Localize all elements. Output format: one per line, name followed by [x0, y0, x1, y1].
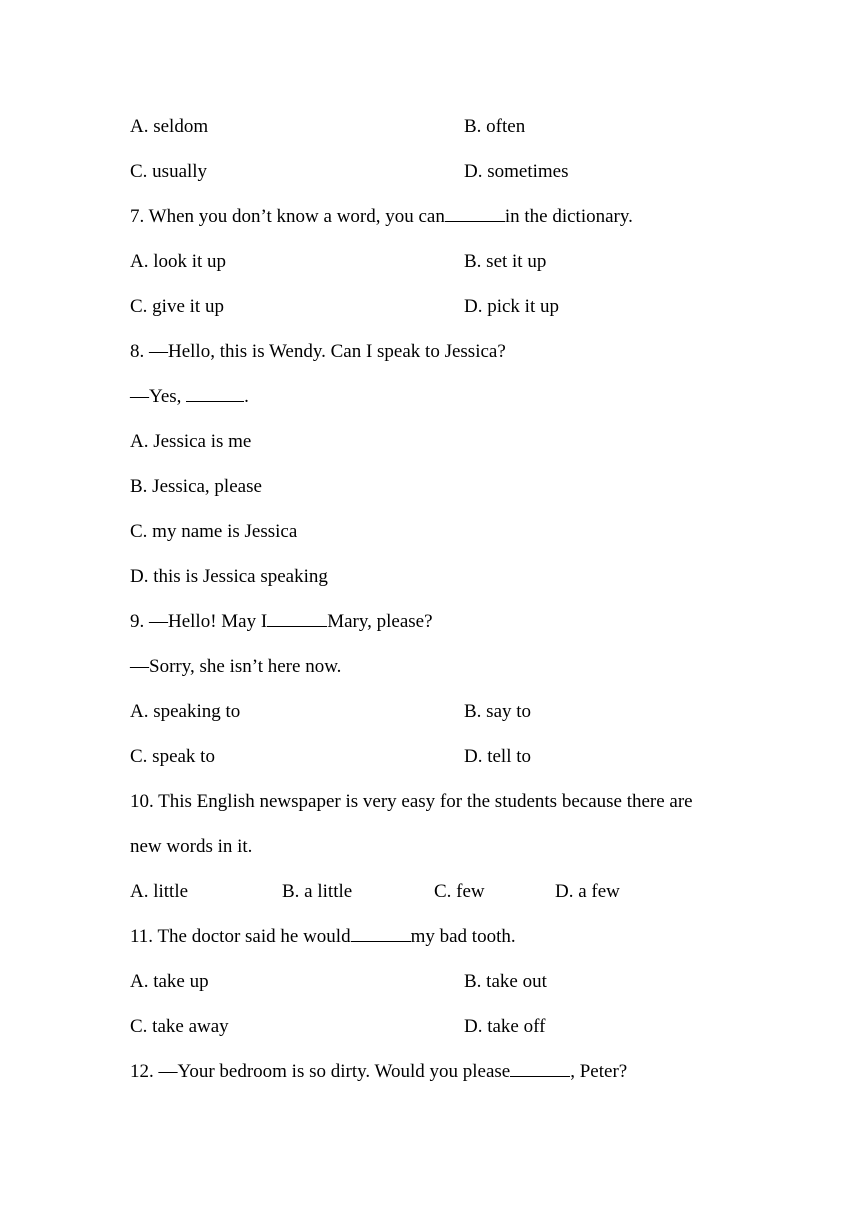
q10-stem-line1: 10. This English newspaper is very easy for the students because there are [130, 791, 693, 812]
q10-option-b: B. a little [282, 881, 353, 902]
q9-stem [130, 610, 433, 634]
q11-options-row2 [130, 1015, 546, 1039]
q7-stem [130, 205, 633, 229]
q7-stem-text-end: in the dictionary. [504, 206, 633, 227]
q7-stem-text-start: 7. When you don’t know a word, you can [130, 206, 445, 227]
q7-option-a: A. look it up [130, 251, 227, 272]
q9-reply: —Sorry, she isn’t here now. [130, 656, 342, 677]
q11-option-a: A. take up [130, 971, 209, 992]
q12-answer-blank [510, 1060, 570, 1077]
q7-option-b: B. set it up [464, 251, 547, 272]
q11-options-row1 [130, 970, 547, 994]
q10-stem-line2: new words in it. [130, 836, 253, 857]
q9-options-row2 [130, 745, 532, 769]
q9-option-b: B. say to [464, 701, 532, 722]
q9-option-d: D. tell to [464, 746, 532, 767]
q6-option-b: B. often [464, 116, 526, 137]
q9-options-row1 [130, 700, 532, 724]
q12-stem [130, 1060, 627, 1084]
q8-option-a: A. Jessica is me [130, 431, 252, 452]
q9-option-c: C. speak to [130, 746, 215, 767]
q11-stem-text-start: 11. The doctor said he would [130, 926, 351, 947]
q11-option-b: B. take out [464, 971, 547, 992]
q10-options [130, 880, 730, 904]
q8-option-d: D. this is Jessica speaking [130, 566, 328, 587]
q7-option-d: D. pick it up [464, 296, 559, 317]
q8-reply [130, 385, 249, 409]
q8-reply-text-end: . [244, 386, 249, 407]
q10-option-a: A. little [130, 881, 189, 902]
q11-option-c: C. take away [130, 1016, 229, 1037]
q6-options-row2 [130, 160, 569, 184]
q11-stem [130, 925, 516, 949]
q6-options-row1 [130, 115, 526, 139]
q11-option-d: D. take off [464, 1016, 546, 1037]
q8-option-c: C. my name is Jessica [130, 521, 298, 542]
q8-reply-text-start: —Yes, [130, 386, 182, 407]
q11-answer-blank [351, 925, 411, 942]
q6-option-c: C. usually [130, 161, 208, 182]
q8-option-b: B. Jessica, please [130, 476, 262, 497]
q12-stem-text-start: 12. —Your bedroom is so dirty. Would you please [130, 1061, 511, 1082]
q10-option-c: C. few [434, 881, 485, 902]
q11-stem-text-end: my bad tooth. [410, 926, 516, 947]
q9-stem-text-start: 9. —Hello! May I [130, 611, 268, 632]
q7-options-row2 [130, 295, 559, 319]
q7-option-c: C. give it up [130, 296, 224, 317]
q7-options-row1 [130, 250, 547, 274]
q8-answer-blank [186, 385, 244, 402]
q9-answer-blank [267, 610, 327, 627]
q10-option-d: D. a few [555, 881, 620, 902]
q12-stem-text-end: , Peter? [570, 1061, 628, 1082]
q9-stem-text-end: Mary, please? [327, 611, 433, 632]
q7-answer-blank [445, 205, 505, 222]
q8-stem: 8. —Hello, this is Wendy. Can I speak to Jessica? [130, 341, 506, 362]
q9-option-a: A. speaking to [130, 701, 241, 722]
q6-option-a: A. seldom [130, 116, 209, 137]
q6-option-d: D. sometimes [464, 161, 569, 182]
